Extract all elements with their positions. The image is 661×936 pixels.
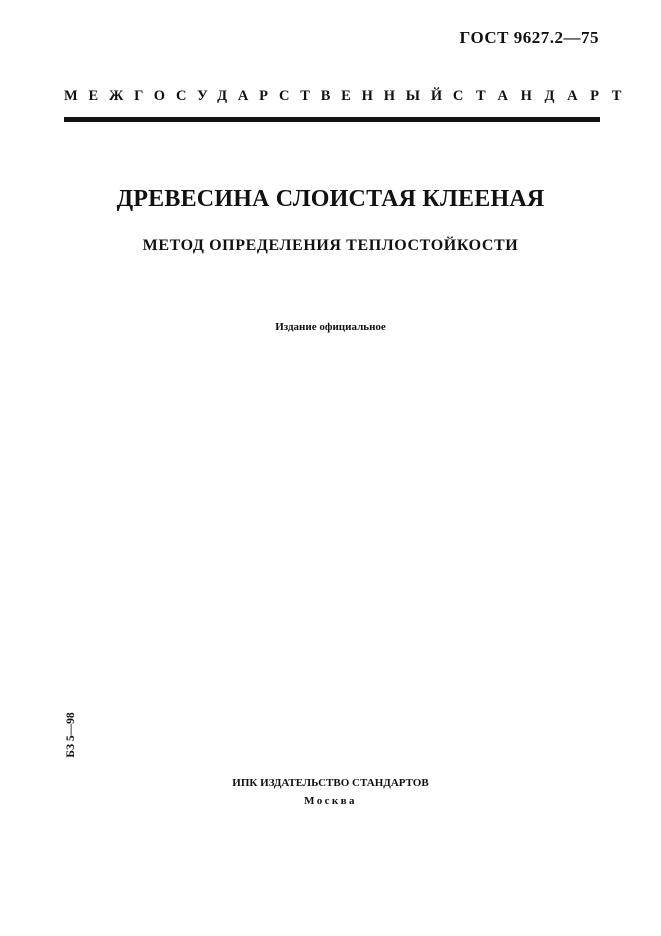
standard-type-word-standard: СТАНДАРТ: [452, 88, 635, 104]
publisher-city: Москва: [304, 795, 357, 807]
standard-type-heading: [64, 88, 635, 105]
header-divider: [64, 117, 600, 122]
margin-code-text: БЗ 5—98: [65, 712, 77, 758]
document-number: ГОСТ 9627.2—75: [459, 28, 599, 47]
standard-type-word-interstate: МЕЖГОСУДАРСТВЕННЫЙ: [64, 88, 453, 104]
edition-note: Издание официальное: [275, 321, 386, 333]
document-title: ДРЕВЕСИНА СЛОИСТАЯ КЛЕЕНАЯ: [116, 186, 545, 212]
document-subtitle: МЕТОД ОПРЕДЕЛЕНИЯ ТЕПЛОСТОЙКОСТИ: [142, 237, 519, 254]
publisher-name: ИПК ИЗДАТЕЛЬСТВО СТАНДАРТОВ: [232, 777, 429, 789]
